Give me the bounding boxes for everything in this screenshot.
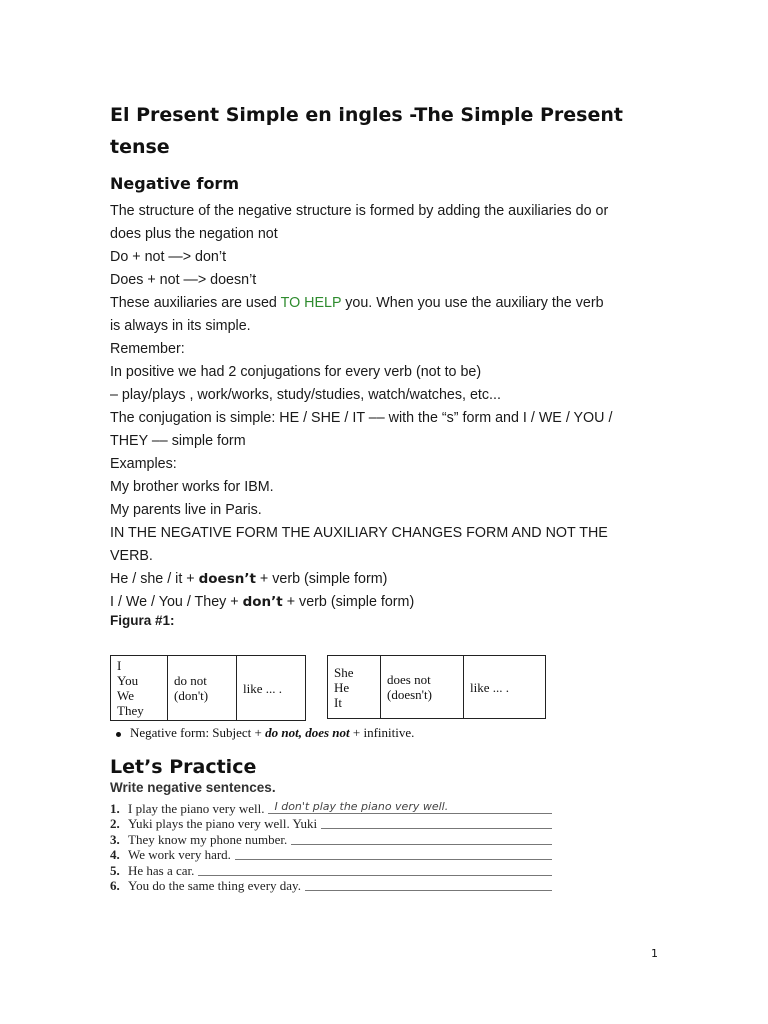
body-line: The structure of the negative structure is formed by adding the auxiliaries do or <box>110 203 609 219</box>
exercise-item <box>110 847 560 863</box>
answer-line <box>198 863 552 876</box>
practice-heading: Let’s Practice <box>110 756 257 778</box>
answer-line <box>305 878 552 891</box>
body-text-segment: you. When you use the auxiliary the verb <box>341 295 604 311</box>
subject: He <box>334 679 350 695</box>
body-text-segment: + verb (simple form) <box>255 571 388 587</box>
item-number: 5. <box>110 862 120 878</box>
exercise-heading: Write negative sentences. <box>110 780 276 795</box>
note-text: Negative form: Subject + <box>130 725 266 740</box>
body-line: Remember: <box>110 341 185 357</box>
auxiliary-full: do not <box>174 673 207 688</box>
item-prompt: They know my phone number. <box>128 831 288 847</box>
subject: She <box>334 664 354 680</box>
dont-bold: don’t <box>242 594 283 610</box>
subject: I <box>117 658 122 673</box>
body-line <box>110 591 670 614</box>
body-line: In positive we had 2 conjugations for every verb (not to be) <box>110 364 482 380</box>
verb-cell: like ... . <box>464 656 546 719</box>
auxiliary-full: does not <box>387 672 431 687</box>
page-title: El Present Simple en ingles -The Simple Present tense <box>110 104 623 158</box>
figure-note <box>116 725 414 741</box>
subjects-cell <box>111 656 168 721</box>
item-prompt: He has a car. <box>128 862 195 878</box>
body-line: VERB. <box>110 548 153 564</box>
body-line: is always in its simple. <box>110 318 251 334</box>
answer-line: I don't play the piano very well. <box>268 801 552 814</box>
item-number: 6. <box>110 878 120 893</box>
item-prompt: I play the piano very well. <box>128 800 265 816</box>
conjugation-table-dont <box>110 655 306 721</box>
body-line: My brother works for IBM. <box>110 479 274 495</box>
body-text-segment: I / We / You / They + <box>110 594 243 610</box>
answer-line <box>291 832 552 845</box>
auxiliary-cell <box>381 656 464 719</box>
item-prompt: We work very hard. <box>128 847 231 862</box>
body-text-segment: He / she / it + <box>110 571 199 587</box>
exercise-item <box>110 800 560 816</box>
body-line: Do + not —> don’t <box>110 249 227 265</box>
body-line: Examples: <box>110 456 177 472</box>
body-line <box>110 568 670 591</box>
auxiliary-contracted: (don't) <box>174 688 209 703</box>
practice-exercise <box>110 779 560 893</box>
subject: You <box>117 673 139 688</box>
item-number: 1. <box>110 800 120 816</box>
auxiliary-cell <box>168 656 237 721</box>
body-line: THEY –– simple form <box>110 433 246 449</box>
item-prompt: Yuki plays the piano very well. Yuki <box>128 816 318 831</box>
body-line <box>110 292 670 315</box>
to-help-highlight: TO HELP <box>280 295 342 311</box>
bullet-icon <box>116 732 121 737</box>
page-number: 1 <box>651 947 658 960</box>
subject: We <box>117 688 134 703</box>
exercise-item <box>110 878 560 894</box>
body-text <box>110 200 670 614</box>
body-line: Does + not —> doesn’t <box>110 272 257 288</box>
body-line: IN THE NEGATIVE FORM THE AUXILIARY CHANGES FORM AND NOT THE <box>110 525 608 541</box>
item-number: 3. <box>110 831 120 847</box>
conjugation-table-doesnt <box>327 655 546 719</box>
body-line: – play/plays , work/works, study/studies, watch/watches, etc... <box>110 387 501 403</box>
item-number: 4. <box>110 847 120 862</box>
verb-cell: like ... . <box>237 656 306 721</box>
figure-1 <box>110 650 550 750</box>
note-text: + infinitive. <box>349 725 415 740</box>
subject: It <box>334 694 342 710</box>
note-emphasis: do not, does not <box>265 725 350 740</box>
subjects-cell <box>328 656 381 719</box>
negative-form-heading: Negative form <box>110 174 239 193</box>
answer-line <box>235 847 552 860</box>
body-line: The conjugation is simple: HE / SHE / IT –– with the “s” form and I / WE / YOU / <box>110 410 613 426</box>
doesnt-bold: doesn’t <box>198 571 256 587</box>
body-line: My parents live in Paris. <box>110 502 262 518</box>
item-number: 2. <box>110 816 120 831</box>
body-line: does plus the negation not <box>110 226 278 242</box>
exercise-item <box>110 816 560 832</box>
subject: They <box>117 703 144 718</box>
item-prompt: You do the same thing every day. <box>128 878 301 893</box>
body-text-segment: + verb (simple form) <box>282 594 415 610</box>
exercise-list <box>110 800 560 893</box>
exercise-item <box>110 862 560 878</box>
exercise-item <box>110 831 560 847</box>
auxiliary-contracted: (doesn't) <box>387 687 432 702</box>
body-text-segment: These auxiliaries are used <box>110 295 281 311</box>
figure-label: Figura #1: <box>110 613 175 628</box>
answer-line <box>321 816 552 829</box>
